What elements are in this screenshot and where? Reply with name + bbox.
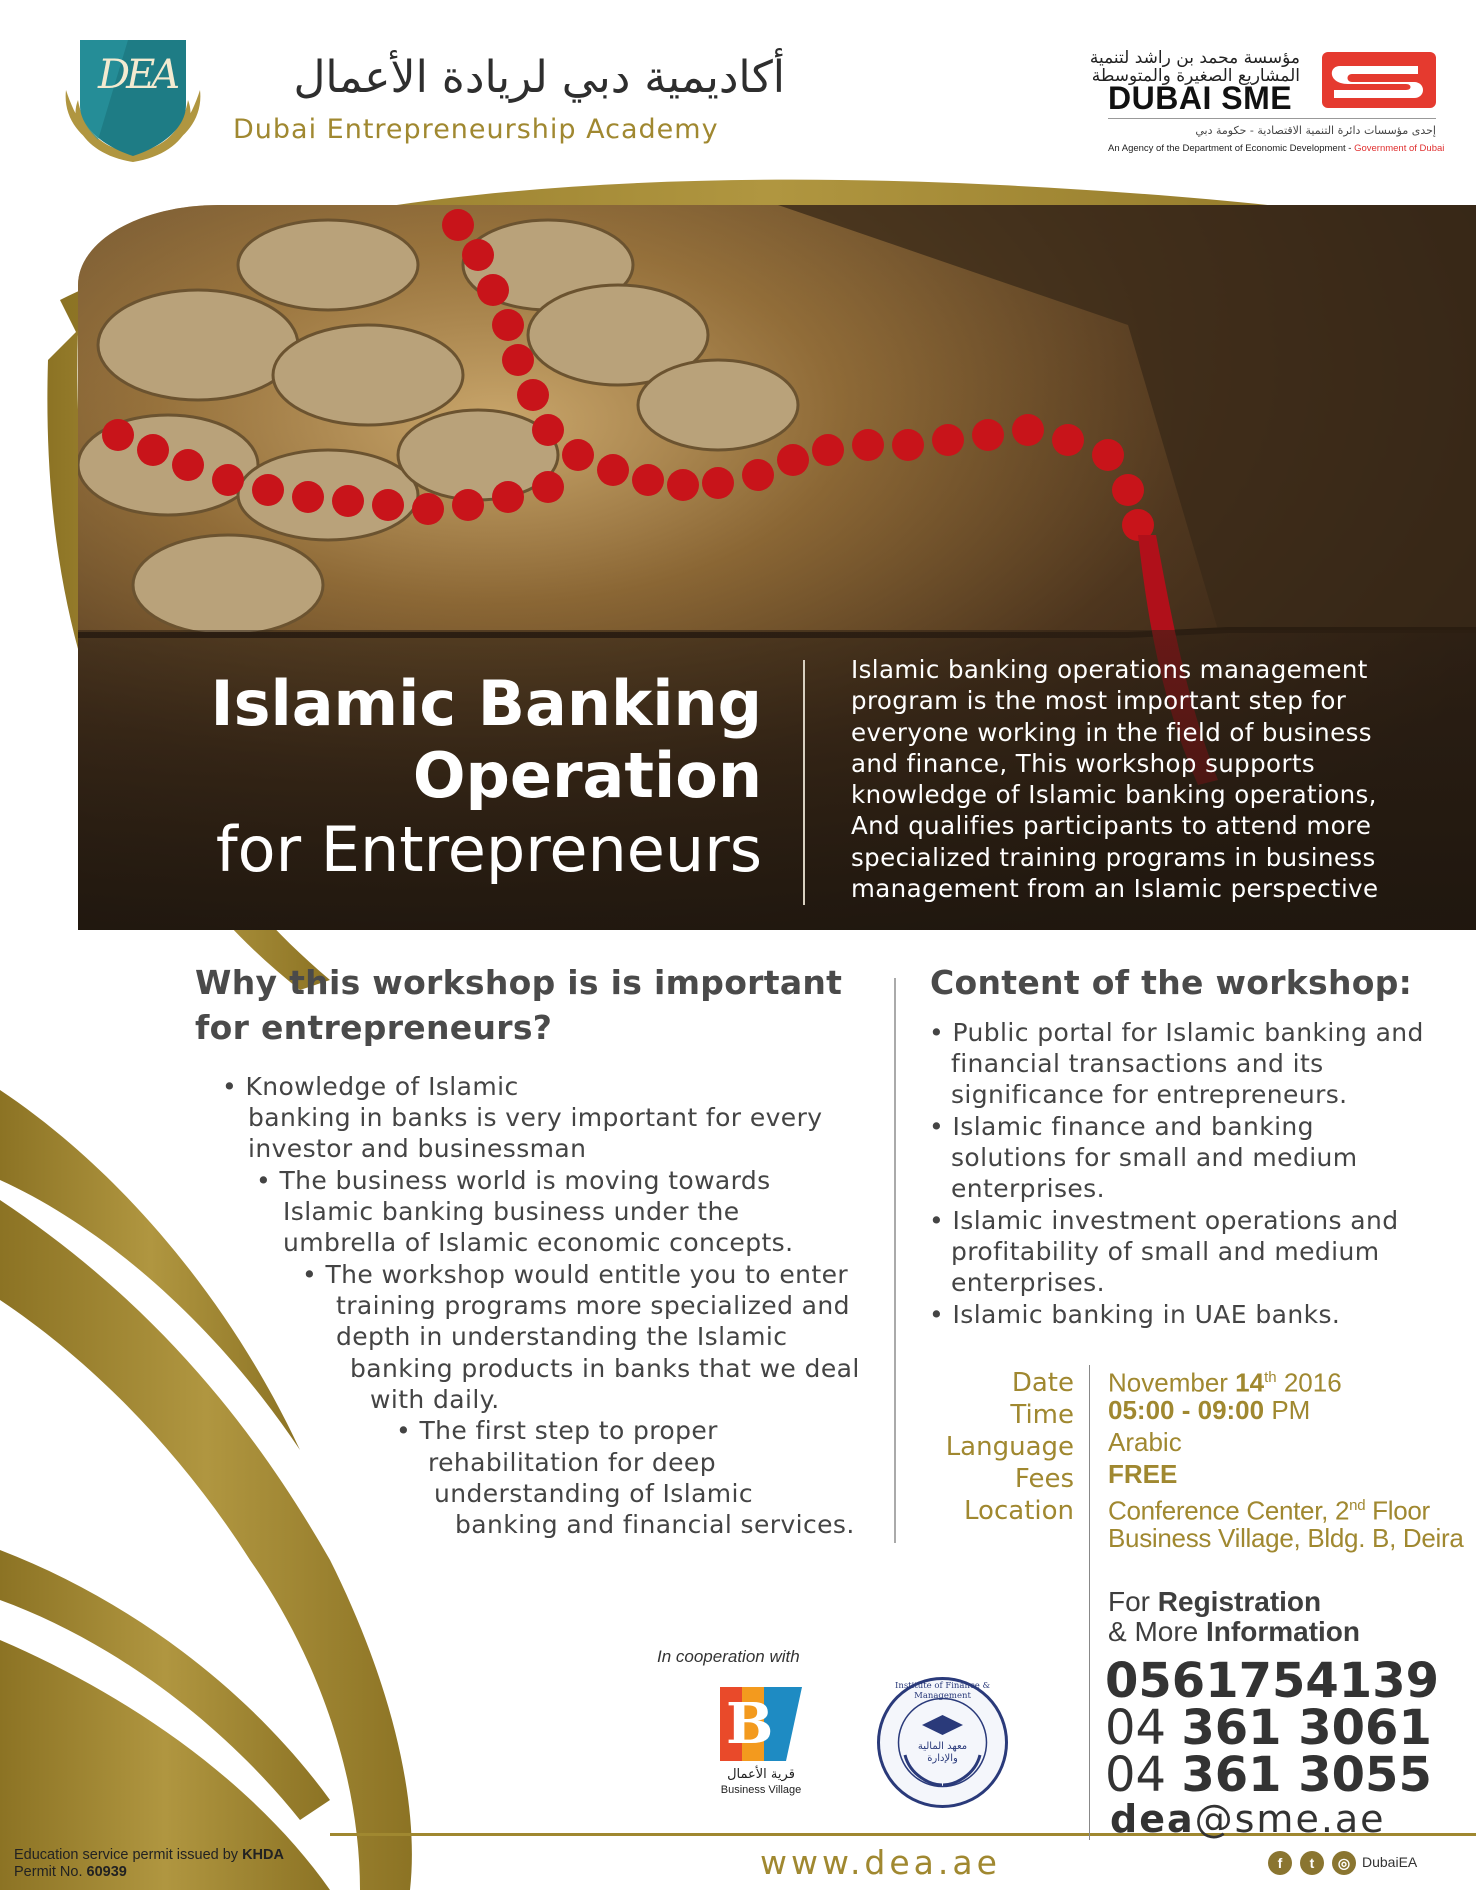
why-line: banking products in banks that we deal (350, 1354, 860, 1383)
why-line: banking and financial services. (455, 1510, 855, 1539)
fees-value: FREE (1108, 1459, 1178, 1489)
registration-for: For (1108, 1586, 1158, 1617)
why-heading-line-2: for entrepreneurs? (195, 1008, 553, 1047)
permit-number: 60939 (86, 1864, 127, 1880)
business-village-logo (716, 1683, 806, 1803)
date-year: 2016 (1276, 1367, 1342, 1398)
content-line: financial transactions and its (951, 1049, 1324, 1078)
why-line: • Knowledge of Islamic (222, 1072, 519, 1101)
business-village-name: Business Village (720, 1784, 802, 1796)
workshop-intro (851, 654, 1411, 904)
website-link[interactable]: www.dea.ae (760, 1843, 1001, 1882)
date-label: Date (1011, 1368, 1074, 1398)
phone-mobile[interactable]: 0561754139 (1105, 1653, 1439, 1709)
date-prefix: November (1108, 1367, 1236, 1398)
time-value (1108, 1394, 1310, 1426)
why-line: investor and businessman (248, 1134, 587, 1163)
fees-label: Fees (1014, 1464, 1074, 1494)
permit-line-1 (14, 1847, 284, 1864)
permit-issued-by: Education service permit issued by (14, 1847, 243, 1863)
language-value: Arabic (1108, 1427, 1182, 1457)
intro-line: everyone working in the field of business (851, 717, 1372, 747)
content-line: • Islamic investment operations and (929, 1206, 1399, 1235)
dea-monogram: DEA (98, 52, 177, 98)
sme-divider (1108, 118, 1436, 119)
sme-logo-icon (1322, 52, 1436, 108)
permit-authority: KHDA (242, 1847, 284, 1863)
why-line: Islamic banking business under the (283, 1197, 740, 1226)
content-list (0, 1017, 1476, 1347)
content-line: • Islamic banking in UAE banks. (929, 1300, 1341, 1329)
why-line: • The workshop would entitle you to enter (302, 1260, 849, 1289)
workshop-title (211, 668, 763, 888)
instagram-icon[interactable]: ◎ (1332, 1851, 1356, 1875)
dea-english-name: Dubai Entrepreneurship Academy (233, 114, 719, 145)
why-line: umbrella of Islamic economic concepts. (283, 1228, 794, 1257)
title-line-1: Islamic Banking (210, 667, 762, 740)
permit-info (14, 1847, 284, 1881)
email-user: dea (1110, 1797, 1195, 1841)
content-line: profitability of small and medium (951, 1237, 1380, 1266)
date-suffix: th (1264, 1369, 1277, 1386)
sme-agency-text: An Agency of the Department of Economic Development - (1108, 143, 1355, 154)
time-label: Time (1010, 1400, 1074, 1430)
why-line: • The business world is moving towards (256, 1166, 771, 1195)
content-line: significance for entrepreneurs. (951, 1080, 1348, 1109)
registration-line-2 (1108, 1617, 1360, 1647)
intro-line: Islamic banking operations management (851, 655, 1368, 684)
content-line: solutions for small and medium (951, 1143, 1358, 1172)
why-line: understanding of Islamic (434, 1479, 754, 1508)
why-line: training programs more specialized and (336, 1291, 850, 1320)
language-label: Language (945, 1432, 1074, 1462)
dea-arabic-name: أكاديمية دبي لريادة الأعمال (293, 52, 785, 103)
ifm-name: Institute of Finance & Management (894, 1681, 991, 1701)
why-line: rehabilitation for deep (428, 1448, 716, 1477)
location-value-line-2: Business Village, Bldg. B, Deira (1108, 1523, 1464, 1553)
phone-landline-1-prefix: 04 (1105, 1700, 1182, 1756)
location-floor: Floor (1365, 1495, 1430, 1526)
why-line: • The first step to proper (396, 1416, 718, 1445)
intro-line: program is the most important step for (851, 686, 1347, 716)
email-domain: @sme.ae (1194, 1797, 1386, 1841)
business-village-icon (716, 1683, 806, 1765)
sme-agency-government: Government of Dubai (1354, 143, 1445, 154)
dea-logo (58, 30, 208, 170)
email-link[interactable] (1110, 1797, 1386, 1841)
why-line: with daily. (370, 1385, 500, 1414)
content-line: enterprises. (951, 1174, 1105, 1203)
dea-emblem-icon (58, 30, 208, 170)
business-village-arabic: قرية الأعمال (727, 1767, 795, 1782)
registration-word: Registration (1157, 1586, 1322, 1617)
content-line: • Public portal for Islamic banking and (929, 1018, 1424, 1047)
time-range: 05:00 - 09:00 (1108, 1395, 1265, 1425)
content-heading: Content of the workshop: (930, 963, 1413, 1002)
why-heading-line-1: Why this workshop is is important (195, 963, 843, 1002)
twitter-icon[interactable]: t (1300, 1851, 1324, 1875)
content-line: enterprises. (951, 1268, 1105, 1297)
intro-line: management from an Islamic perspective (851, 874, 1379, 904)
title-line-3: for Entrepreneurs (215, 813, 762, 886)
location-label: Location (964, 1496, 1074, 1526)
phone-landline-2[interactable] (1105, 1749, 1432, 1801)
title-line-2: Operation (412, 739, 762, 812)
ifm-arabic: معهد المالية والإدارة (917, 1741, 968, 1764)
date-day: 14 (1235, 1367, 1265, 1398)
social-handle: DubaiEA (1362, 1854, 1418, 1870)
why-line: depth in understanding the Islamic (336, 1322, 788, 1351)
sme-arabic-line2: المشاريع الصغيرة والمتوسطة (1091, 66, 1300, 86)
content-line: • Islamic finance and banking (929, 1112, 1314, 1141)
permit-number-label: Permit No. (14, 1864, 87, 1880)
registration-line-1 (1108, 1587, 1360, 1617)
hero-divider (803, 660, 805, 905)
registration-information: Information (1206, 1616, 1361, 1647)
sme-name: DUBAI SME (1108, 80, 1293, 116)
time-ampm: PM (1264, 1395, 1311, 1425)
location-venue: Conference Center, 2 (1108, 1495, 1350, 1526)
intro-line: knowledge of Islamic banking operations, (851, 780, 1377, 810)
details-divider (1089, 1365, 1090, 1840)
permit-line-2 (14, 1864, 284, 1881)
intro-line: specialized training programs in business (851, 842, 1376, 872)
registration-heading (1108, 1587, 1360, 1647)
phone-landline-2-prefix: 04 (1105, 1747, 1182, 1803)
sme-arabic-line1: مؤسسة محمد بن راشد لتنمية (1089, 48, 1300, 68)
phone-landline-2-number: 361 3055 (1181, 1747, 1432, 1803)
sme-agency-line (1108, 143, 1444, 154)
intro-line: And qualifies participants to attend more (851, 811, 1372, 841)
ifm-seal (875, 1675, 1010, 1810)
why-line: banking in banks is very important for every (248, 1103, 823, 1132)
cooperation-label: In cooperation with (657, 1647, 800, 1666)
phone-landline-1-number: 361 3061 (1181, 1700, 1432, 1756)
sme-arabic-line3: إحدى مؤسسات دائرة التنمية الاقتصادية - حكومة دبي (1195, 124, 1436, 137)
intro-line: and finance, This workshop supports (851, 748, 1316, 778)
location-floor-suffix: nd (1349, 1497, 1366, 1514)
registration-more: & More (1108, 1616, 1207, 1647)
svg-text:B: B (726, 1691, 774, 1757)
facebook-icon[interactable]: f (1268, 1851, 1292, 1875)
